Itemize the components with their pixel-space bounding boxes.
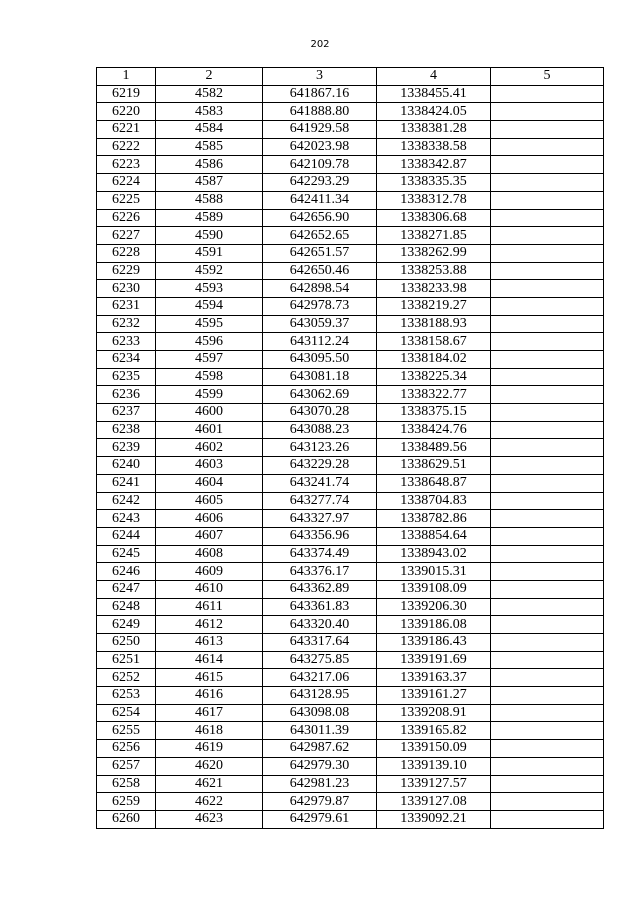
point-number-cell: 4609 (156, 563, 263, 581)
note-cell (491, 280, 604, 298)
table-row (97, 156, 604, 174)
point-number-cell: 4606 (156, 510, 263, 528)
point-number-cell: 4590 (156, 227, 263, 245)
y-coordinate-cell: 1338629.51 (377, 457, 491, 475)
x-coordinate-cell: 642979.61 (263, 810, 377, 828)
table-row (97, 262, 604, 280)
table-row (97, 121, 604, 139)
point-number-cell: 4622 (156, 793, 263, 811)
table-row (97, 209, 604, 227)
row-number-cell: 6245 (97, 545, 156, 563)
point-number-cell: 4591 (156, 244, 263, 262)
note-cell (491, 191, 604, 209)
note-cell (491, 563, 604, 581)
column-header-2: 2 (156, 68, 263, 86)
point-number-cell: 4593 (156, 280, 263, 298)
row-number-cell: 6220 (97, 103, 156, 121)
row-number-cell: 6244 (97, 527, 156, 545)
row-number-cell: 6235 (97, 368, 156, 386)
x-coordinate-cell: 643317.64 (263, 634, 377, 652)
row-number-cell: 6241 (97, 474, 156, 492)
note-cell (491, 174, 604, 192)
table-row (97, 510, 604, 528)
x-coordinate-cell: 643088.23 (263, 421, 377, 439)
point-number-cell: 4592 (156, 262, 263, 280)
y-coordinate-cell: 1339186.43 (377, 634, 491, 652)
row-number-cell: 6239 (97, 439, 156, 457)
y-coordinate-cell: 1338312.78 (377, 191, 491, 209)
note-cell (491, 793, 604, 811)
table-row (97, 244, 604, 262)
row-number-cell: 6251 (97, 651, 156, 669)
table-row (97, 492, 604, 510)
x-coordinate-cell: 642898.54 (263, 280, 377, 298)
point-number-cell: 4600 (156, 404, 263, 422)
point-number-cell: 4598 (156, 368, 263, 386)
point-number-cell: 4619 (156, 740, 263, 758)
note-cell (491, 121, 604, 139)
x-coordinate-cell: 643062.69 (263, 386, 377, 404)
y-coordinate-cell: 1339206.30 (377, 598, 491, 616)
row-number-cell: 6256 (97, 740, 156, 758)
table-row (97, 297, 604, 315)
y-coordinate-cell: 1339165.82 (377, 722, 491, 740)
row-number-cell: 6219 (97, 85, 156, 103)
x-coordinate-cell: 643123.26 (263, 439, 377, 457)
y-coordinate-cell: 1338943.02 (377, 545, 491, 563)
table-row (97, 174, 604, 192)
table-row (97, 740, 604, 758)
x-coordinate-cell: 642651.57 (263, 244, 377, 262)
y-coordinate-cell: 1339139.10 (377, 757, 491, 775)
y-coordinate-cell: 1338375.15 (377, 404, 491, 422)
point-number-cell: 4596 (156, 333, 263, 351)
x-coordinate-cell: 643081.18 (263, 368, 377, 386)
y-coordinate-cell: 1338335.35 (377, 174, 491, 192)
point-number-cell: 4597 (156, 351, 263, 369)
note-cell (491, 457, 604, 475)
note-cell (491, 156, 604, 174)
table-row (97, 333, 604, 351)
row-number-cell: 6229 (97, 262, 156, 280)
point-number-cell: 4585 (156, 138, 263, 156)
table-header-row (97, 68, 604, 86)
note-cell (491, 527, 604, 545)
note-cell (491, 580, 604, 598)
point-number-cell: 4589 (156, 209, 263, 227)
y-coordinate-cell: 1338489.56 (377, 439, 491, 457)
point-number-cell: 4582 (156, 85, 263, 103)
x-coordinate-cell: 643361.83 (263, 598, 377, 616)
y-coordinate-cell: 1339208.91 (377, 704, 491, 722)
row-number-cell: 6237 (97, 404, 156, 422)
y-coordinate-cell: 1339191.69 (377, 651, 491, 669)
point-number-cell: 4584 (156, 121, 263, 139)
x-coordinate-cell: 643128.95 (263, 687, 377, 705)
x-coordinate-cell: 642987.62 (263, 740, 377, 758)
x-coordinate-cell: 643356.96 (263, 527, 377, 545)
point-number-cell: 4586 (156, 156, 263, 174)
table-row (97, 687, 604, 705)
note-cell (491, 227, 604, 245)
note-cell (491, 262, 604, 280)
row-number-cell: 6240 (97, 457, 156, 475)
row-number-cell: 6232 (97, 315, 156, 333)
point-number-cell: 4605 (156, 492, 263, 510)
x-coordinate-cell: 643112.24 (263, 333, 377, 351)
point-number-cell: 4594 (156, 297, 263, 315)
table-row (97, 580, 604, 598)
row-number-cell: 6222 (97, 138, 156, 156)
y-coordinate-cell: 1338233.98 (377, 280, 491, 298)
point-number-cell: 4611 (156, 598, 263, 616)
x-coordinate-cell: 642293.29 (263, 174, 377, 192)
row-number-cell: 6252 (97, 669, 156, 687)
y-coordinate-cell: 1338306.68 (377, 209, 491, 227)
table-row (97, 138, 604, 156)
table-row (97, 421, 604, 439)
note-cell (491, 386, 604, 404)
row-number-cell: 6233 (97, 333, 156, 351)
table-row (97, 810, 604, 828)
y-coordinate-cell: 1339127.57 (377, 775, 491, 793)
point-number-cell: 4604 (156, 474, 263, 492)
note-cell (491, 775, 604, 793)
coordinates-table (96, 67, 604, 829)
table-row (97, 386, 604, 404)
note-cell (491, 103, 604, 121)
y-coordinate-cell: 1338338.58 (377, 138, 491, 156)
y-coordinate-cell: 1338704.83 (377, 492, 491, 510)
note-cell (491, 244, 604, 262)
x-coordinate-cell: 642979.87 (263, 793, 377, 811)
y-coordinate-cell: 1338648.87 (377, 474, 491, 492)
row-number-cell: 6242 (97, 492, 156, 510)
row-number-cell: 6227 (97, 227, 156, 245)
y-coordinate-cell: 1339186.08 (377, 616, 491, 634)
x-coordinate-cell: 643011.39 (263, 722, 377, 740)
y-coordinate-cell: 1338225.34 (377, 368, 491, 386)
note-cell (491, 85, 604, 103)
row-number-cell: 6246 (97, 563, 156, 581)
table-row (97, 368, 604, 386)
point-number-cell: 4623 (156, 810, 263, 828)
row-number-cell: 6225 (97, 191, 156, 209)
column-header-5: 5 (491, 68, 604, 86)
y-coordinate-cell: 1338253.88 (377, 262, 491, 280)
table-row (97, 191, 604, 209)
x-coordinate-cell: 643277.74 (263, 492, 377, 510)
table-row (97, 103, 604, 121)
point-number-cell: 4614 (156, 651, 263, 669)
x-coordinate-cell: 642981.23 (263, 775, 377, 793)
point-number-cell: 4618 (156, 722, 263, 740)
y-coordinate-cell: 1338854.64 (377, 527, 491, 545)
note-cell (491, 704, 604, 722)
note-cell (491, 545, 604, 563)
x-coordinate-cell: 643275.85 (263, 651, 377, 669)
row-number-cell: 6234 (97, 351, 156, 369)
table-row (97, 545, 604, 563)
row-number-cell: 6226 (97, 209, 156, 227)
table-row (97, 634, 604, 652)
note-cell (491, 651, 604, 669)
y-coordinate-cell: 1339127.08 (377, 793, 491, 811)
note-cell (491, 333, 604, 351)
y-coordinate-cell: 1338455.41 (377, 85, 491, 103)
y-coordinate-cell: 1338184.02 (377, 351, 491, 369)
y-coordinate-cell: 1339092.21 (377, 810, 491, 828)
point-number-cell: 4601 (156, 421, 263, 439)
row-number-cell: 6224 (97, 174, 156, 192)
row-number-cell: 6259 (97, 793, 156, 811)
table-row (97, 315, 604, 333)
row-number-cell: 6250 (97, 634, 156, 652)
point-number-cell: 4608 (156, 545, 263, 563)
note-cell (491, 474, 604, 492)
y-coordinate-cell: 1339161.27 (377, 687, 491, 705)
note-cell (491, 669, 604, 687)
x-coordinate-cell: 642023.98 (263, 138, 377, 156)
point-number-cell: 4616 (156, 687, 263, 705)
table-row (97, 85, 604, 103)
x-coordinate-cell: 643320.40 (263, 616, 377, 634)
note-cell (491, 740, 604, 758)
row-number-cell: 6236 (97, 386, 156, 404)
point-number-cell: 4607 (156, 527, 263, 545)
table-row (97, 598, 604, 616)
x-coordinate-cell: 642979.30 (263, 757, 377, 775)
column-header-1: 1 (97, 68, 156, 86)
note-cell (491, 209, 604, 227)
note-cell (491, 492, 604, 510)
table-row (97, 669, 604, 687)
note-cell (491, 138, 604, 156)
x-coordinate-cell: 642109.78 (263, 156, 377, 174)
x-coordinate-cell: 643098.08 (263, 704, 377, 722)
table-row (97, 280, 604, 298)
note-cell (491, 439, 604, 457)
row-number-cell: 6238 (97, 421, 156, 439)
point-number-cell: 4617 (156, 704, 263, 722)
point-number-cell: 4621 (156, 775, 263, 793)
x-coordinate-cell: 643327.97 (263, 510, 377, 528)
x-coordinate-cell: 641929.58 (263, 121, 377, 139)
table-row (97, 616, 604, 634)
x-coordinate-cell: 642652.65 (263, 227, 377, 245)
x-coordinate-cell: 643241.74 (263, 474, 377, 492)
x-coordinate-cell: 643376.17 (263, 563, 377, 581)
point-number-cell: 4612 (156, 616, 263, 634)
y-coordinate-cell: 1338219.27 (377, 297, 491, 315)
row-number-cell: 6243 (97, 510, 156, 528)
table-row (97, 351, 604, 369)
y-coordinate-cell: 1338424.76 (377, 421, 491, 439)
table-row (97, 563, 604, 581)
y-coordinate-cell: 1338271.85 (377, 227, 491, 245)
point-number-cell: 4613 (156, 634, 263, 652)
note-cell (491, 421, 604, 439)
column-header-4: 4 (377, 68, 491, 86)
y-coordinate-cell: 1338188.93 (377, 315, 491, 333)
table-row (97, 227, 604, 245)
note-cell (491, 368, 604, 386)
x-coordinate-cell: 643070.28 (263, 404, 377, 422)
y-coordinate-cell: 1339163.37 (377, 669, 491, 687)
row-number-cell: 6231 (97, 297, 156, 315)
y-coordinate-cell: 1339108.09 (377, 580, 491, 598)
x-coordinate-cell: 643217.06 (263, 669, 377, 687)
y-coordinate-cell: 1338381.28 (377, 121, 491, 139)
note-cell (491, 687, 604, 705)
y-coordinate-cell: 1338424.05 (377, 103, 491, 121)
note-cell (491, 510, 604, 528)
point-number-cell: 4595 (156, 315, 263, 333)
point-number-cell: 4610 (156, 580, 263, 598)
page-number: 202 (310, 39, 330, 50)
note-cell (491, 757, 604, 775)
point-number-cell: 4583 (156, 103, 263, 121)
x-coordinate-cell: 643374.49 (263, 545, 377, 563)
row-number-cell: 6255 (97, 722, 156, 740)
point-number-cell: 4599 (156, 386, 263, 404)
note-cell (491, 634, 604, 652)
row-number-cell: 6247 (97, 580, 156, 598)
table-row (97, 474, 604, 492)
table-row (97, 757, 604, 775)
y-coordinate-cell: 1339150.09 (377, 740, 491, 758)
x-coordinate-cell: 641888.80 (263, 103, 377, 121)
row-number-cell: 6260 (97, 810, 156, 828)
point-number-cell: 4603 (156, 457, 263, 475)
row-number-cell: 6221 (97, 121, 156, 139)
x-coordinate-cell: 642656.90 (263, 209, 377, 227)
point-number-cell: 4587 (156, 174, 263, 192)
row-number-cell: 6254 (97, 704, 156, 722)
table-row (97, 793, 604, 811)
note-cell (491, 315, 604, 333)
row-number-cell: 6230 (97, 280, 156, 298)
note-cell (491, 404, 604, 422)
table-body (97, 85, 604, 828)
note-cell (491, 616, 604, 634)
point-number-cell: 4620 (156, 757, 263, 775)
x-coordinate-cell: 643095.50 (263, 351, 377, 369)
x-coordinate-cell: 642978.73 (263, 297, 377, 315)
x-coordinate-cell: 643229.28 (263, 457, 377, 475)
row-number-cell: 6228 (97, 244, 156, 262)
y-coordinate-cell: 1339015.31 (377, 563, 491, 581)
column-header-3: 3 (263, 68, 377, 86)
note-cell (491, 722, 604, 740)
x-coordinate-cell: 642650.46 (263, 262, 377, 280)
note-cell (491, 297, 604, 315)
table-row (97, 404, 604, 422)
row-number-cell: 6257 (97, 757, 156, 775)
table-row (97, 722, 604, 740)
row-number-cell: 6253 (97, 687, 156, 705)
point-number-cell: 4615 (156, 669, 263, 687)
x-coordinate-cell: 643362.89 (263, 580, 377, 598)
row-number-cell: 6223 (97, 156, 156, 174)
row-number-cell: 6249 (97, 616, 156, 634)
y-coordinate-cell: 1338158.67 (377, 333, 491, 351)
x-coordinate-cell: 641867.16 (263, 85, 377, 103)
note-cell (491, 810, 604, 828)
y-coordinate-cell: 1338322.77 (377, 386, 491, 404)
y-coordinate-cell: 1338262.99 (377, 244, 491, 262)
x-coordinate-cell: 643059.37 (263, 315, 377, 333)
row-number-cell: 6258 (97, 775, 156, 793)
table-row (97, 527, 604, 545)
table-row (97, 651, 604, 669)
note-cell (491, 598, 604, 616)
note-cell (491, 351, 604, 369)
y-coordinate-cell: 1338782.86 (377, 510, 491, 528)
table-row (97, 775, 604, 793)
point-number-cell: 4602 (156, 439, 263, 457)
y-coordinate-cell: 1338342.87 (377, 156, 491, 174)
table-row (97, 704, 604, 722)
table-row (97, 457, 604, 475)
table-row (97, 439, 604, 457)
row-number-cell: 6248 (97, 598, 156, 616)
x-coordinate-cell: 642411.34 (263, 191, 377, 209)
point-number-cell: 4588 (156, 191, 263, 209)
